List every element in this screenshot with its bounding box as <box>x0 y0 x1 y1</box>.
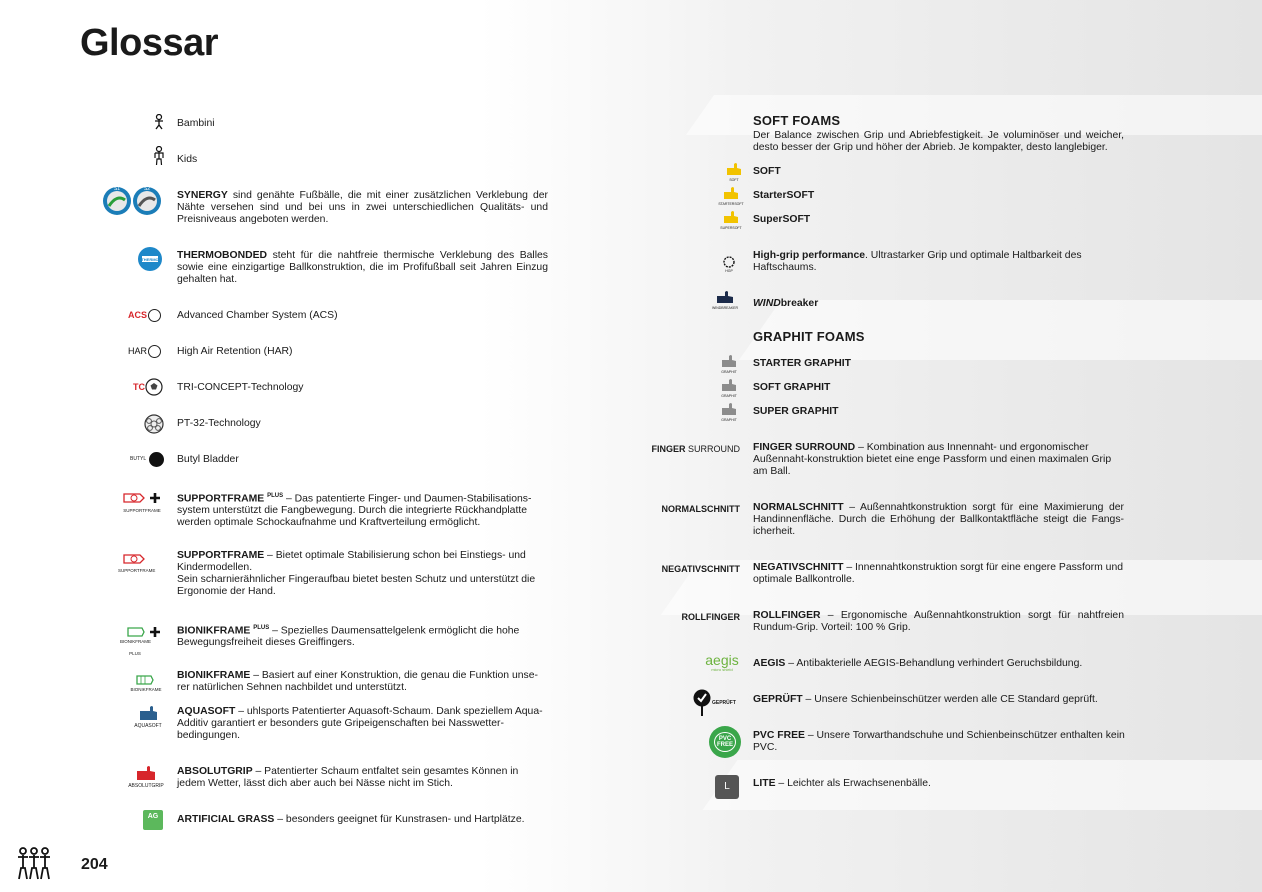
soft-foams-heading: SOFT FOAMS <box>753 113 841 128</box>
aegis-label: aegis <box>705 652 739 668</box>
bionikframe-label: BIONIKFRAME <box>130 687 162 692</box>
starter-graphit-item: STARTER GRAPHIT <box>753 358 851 369</box>
gepruft-text: GEPRÜFT – Unsere Schienbeinschützer werden alle CE Standard geprüft. <box>753 694 1098 705</box>
hgp-label: HGP <box>725 269 733 273</box>
supersoft-item: SuperSOFT <box>753 214 811 225</box>
graphit-label: GRAPHIT <box>721 418 737 422</box>
glossary-text: Advanced Chamber System (ACS) <box>177 310 338 321</box>
soft-glove-icon <box>722 160 746 180</box>
windbreaker-label: WINDBREAKER <box>711 306 739 310</box>
soft-foams-intro: Der Balance zwischen Grip und Abriebfestigkeit. Je voluminöser und weicher, desto besser der Grip und höher der Abrieb. Je kompakter, desto langlebiger. <box>753 130 1124 153</box>
glossary-text: BIONIKFRAME – Basiert auf einer Konstruktion, die genau die Funktion unse-rer natürlichen Sehnen nachbildet und unterstützt. <box>177 670 538 693</box>
supersoft-glove-icon <box>716 208 746 228</box>
high-grip-text: High-grip performance. Ultrastarker Grip und optimale Haltbarkeit des Haftschaums. <box>753 250 1082 273</box>
aegis-icon <box>703 652 741 674</box>
supportframe-label: SUPPORTFRAME <box>118 568 156 573</box>
graphit-label: GRAPHIT <box>721 394 737 398</box>
startersoft-label: STARTERSOFT <box>718 202 744 206</box>
team-logo-icon <box>16 846 52 885</box>
cut-tag-normalschnitt: NORMALSCHNITT <box>661 504 740 514</box>
har-label: HAR <box>128 346 148 356</box>
glossary-text: Bambini <box>177 118 215 129</box>
graphit-foams-heading: GRAPHIT FOAMS <box>753 329 865 344</box>
glossary-text: Kids <box>177 154 198 165</box>
lite-icon <box>715 775 739 799</box>
soft-graphit-item: SOFT GRAPHIT <box>753 382 831 393</box>
glossary-text: THERMOBONDED steht für die nahtfreie thermische Verklebung des Balles sowie eine einzigartige Ballkonstruktion, die im Profifußball seit Jahren Einzug gehalten hat. <box>177 250 548 285</box>
high-grip-icon <box>716 252 742 272</box>
super-graphit-icon <box>714 400 744 420</box>
ag-label: AG <box>147 813 159 820</box>
butyl-label: BUTYL <box>130 456 147 462</box>
super-graphit-item: SUPER GRAPHIT <box>753 406 839 417</box>
rollfinger-text: ROLLFINGER – Ergonomische Außennahtkonstruktion sorgt für nahtfreien Rundum-Grip. Vorteil: 100 % Grip. <box>753 610 1124 633</box>
glossary-text: PT-32-Technology <box>177 418 261 429</box>
glossary-text: ARTIFICIAL GRASS – besonders geeignet für Kunstrasen- und Hartplätze. <box>177 814 525 825</box>
finger-surround-text: FINGER SURROUND – Kombination aus Innennaht- und ergonomischer Außennaht-konstruktion bietet eine enge Passform und einen maximalen Grip am Ball. <box>753 442 1112 477</box>
graphit-label: GRAPHIT <box>721 370 737 374</box>
glossary-text: ABSOLUTGRIP – Patentierter Schaum entfaltet sein gesamtes Können in jedem Wetter, lässt dich aber auch bei Nässe nicht im Stich. <box>177 766 519 789</box>
cut-tag-negativschnitt: NEGATIVSCHNITT <box>661 564 740 574</box>
cut-tag-rollfinger: ROLLFINGER <box>681 612 740 622</box>
glossary-text: SYNERGY sind genähte Fußbälle, die mit einer zusätzlichen Verklebung der Nähte versehen sind und bei uns in zwei unterschiedlichen Qualitäts- und Preisniveaus angeboten werden. <box>177 190 548 225</box>
pvc-free-icon <box>709 726 741 758</box>
lite-label: L <box>724 781 730 792</box>
startersoft-item: StarterSOFT <box>753 190 815 201</box>
synergy-label-1: S1 <box>113 186 121 192</box>
pvc-label: PVC FREE <box>714 732 736 752</box>
thermo-label: THERMO <box>141 257 159 262</box>
glossary-text: TRI-CONCEPT-Technology <box>177 382 304 393</box>
aquasoft-label: AQUASOFT <box>134 723 162 729</box>
soft-item: SOFT <box>753 166 781 177</box>
page-title: Glossar <box>80 22 219 64</box>
glossary-text: AQUASOFT – uhlsports Patentierter Aquasoft-Schaum. Dank speziellem Aqua-Additiv garantiert er besonders gute Gripeigenschaften bei Nasswetter-bedingungen. <box>177 706 543 741</box>
pvc-free-text: PVC FREE – Unsere Torwarthandschuhe und Schienbeinschützer enthalten kein PVC. <box>753 730 1125 753</box>
acs-label: ACS <box>128 310 148 320</box>
negativschnitt-text: NEGATIVSCHNITT – Innennahtkonstruktion sorgt für eine engere Passform und optimale Ballkontrolle. <box>753 562 1124 585</box>
bionikframe-label: BIONIKFRAME PLUS <box>120 639 152 656</box>
supersoft-label: SUPERSOFT <box>720 226 742 230</box>
aegis-sub-label: micro shield <box>711 667 733 672</box>
soft-label: SOFT <box>729 178 739 182</box>
starter-graphit-icon <box>714 352 744 372</box>
startersoft-glove-icon <box>716 184 746 204</box>
glossary-text: SUPPORTFRAME $^{PLUS}$ – Das patentierte Finger- und Daumen-Stabilisations-system unterstützt die Fangbewegung. Durch die integrierte Rückhandplatte werden optimale Schockaufnahme und Kraftverteilung ermöglicht. <box>177 493 532 529</box>
page-number: 204 <box>81 856 108 873</box>
absolutgrip-label: ABSOLUTGRIP <box>128 783 164 789</box>
glossary-text: Butyl Bladder <box>177 454 239 465</box>
windbreaker-text: WINDbreaker <box>753 298 819 309</box>
lite-text: LITE – Leichter als Erwachsenenbälle. <box>753 778 931 789</box>
glossary-text: High Air Retention (HAR) <box>177 346 293 357</box>
glossary-text: SUPPORTFRAME – Bietet optimale Stabilisierung schon bei Einstiegs- und Kindermodellen. Sein scharnierähnlicher Fingeraufbau bietet besten Schutz und unterstützt die Ergonomie der Hand. <box>177 550 536 597</box>
tc-label: TC <box>133 382 145 392</box>
windbreaker-icon <box>708 288 742 308</box>
gepruft-label: GEPRÜFT <box>712 700 736 706</box>
normalschnitt-text: NORMALSCHNITT – Außennahtkonstruktion sorgt für eine Maximierung der Handinnenfläche. Durch die Erhöhung der Ballkontaktfläche steigt die Fangs-icherheit. <box>753 502 1124 537</box>
cut-tag-finger-surround: FINGER SURROUND <box>651 444 740 454</box>
supportframe-label: SUPPORTFRAME <box>123 508 161 513</box>
soft-graphit-icon <box>714 376 744 396</box>
synergy-label-2: S2 <box>143 186 151 192</box>
aegis-text: AEGIS – Antibakterielle AEGIS-Behandlung verhindert Geruchsbildung. <box>753 658 1083 669</box>
glossary-text: BIONIKFRAME $^{PLUS}$ – Spezielles Daumensattelgelenk ermöglicht die hohe Bewegungsfreiheit dieses Greiffingers. <box>177 625 520 649</box>
gepruft-icon <box>693 688 743 718</box>
